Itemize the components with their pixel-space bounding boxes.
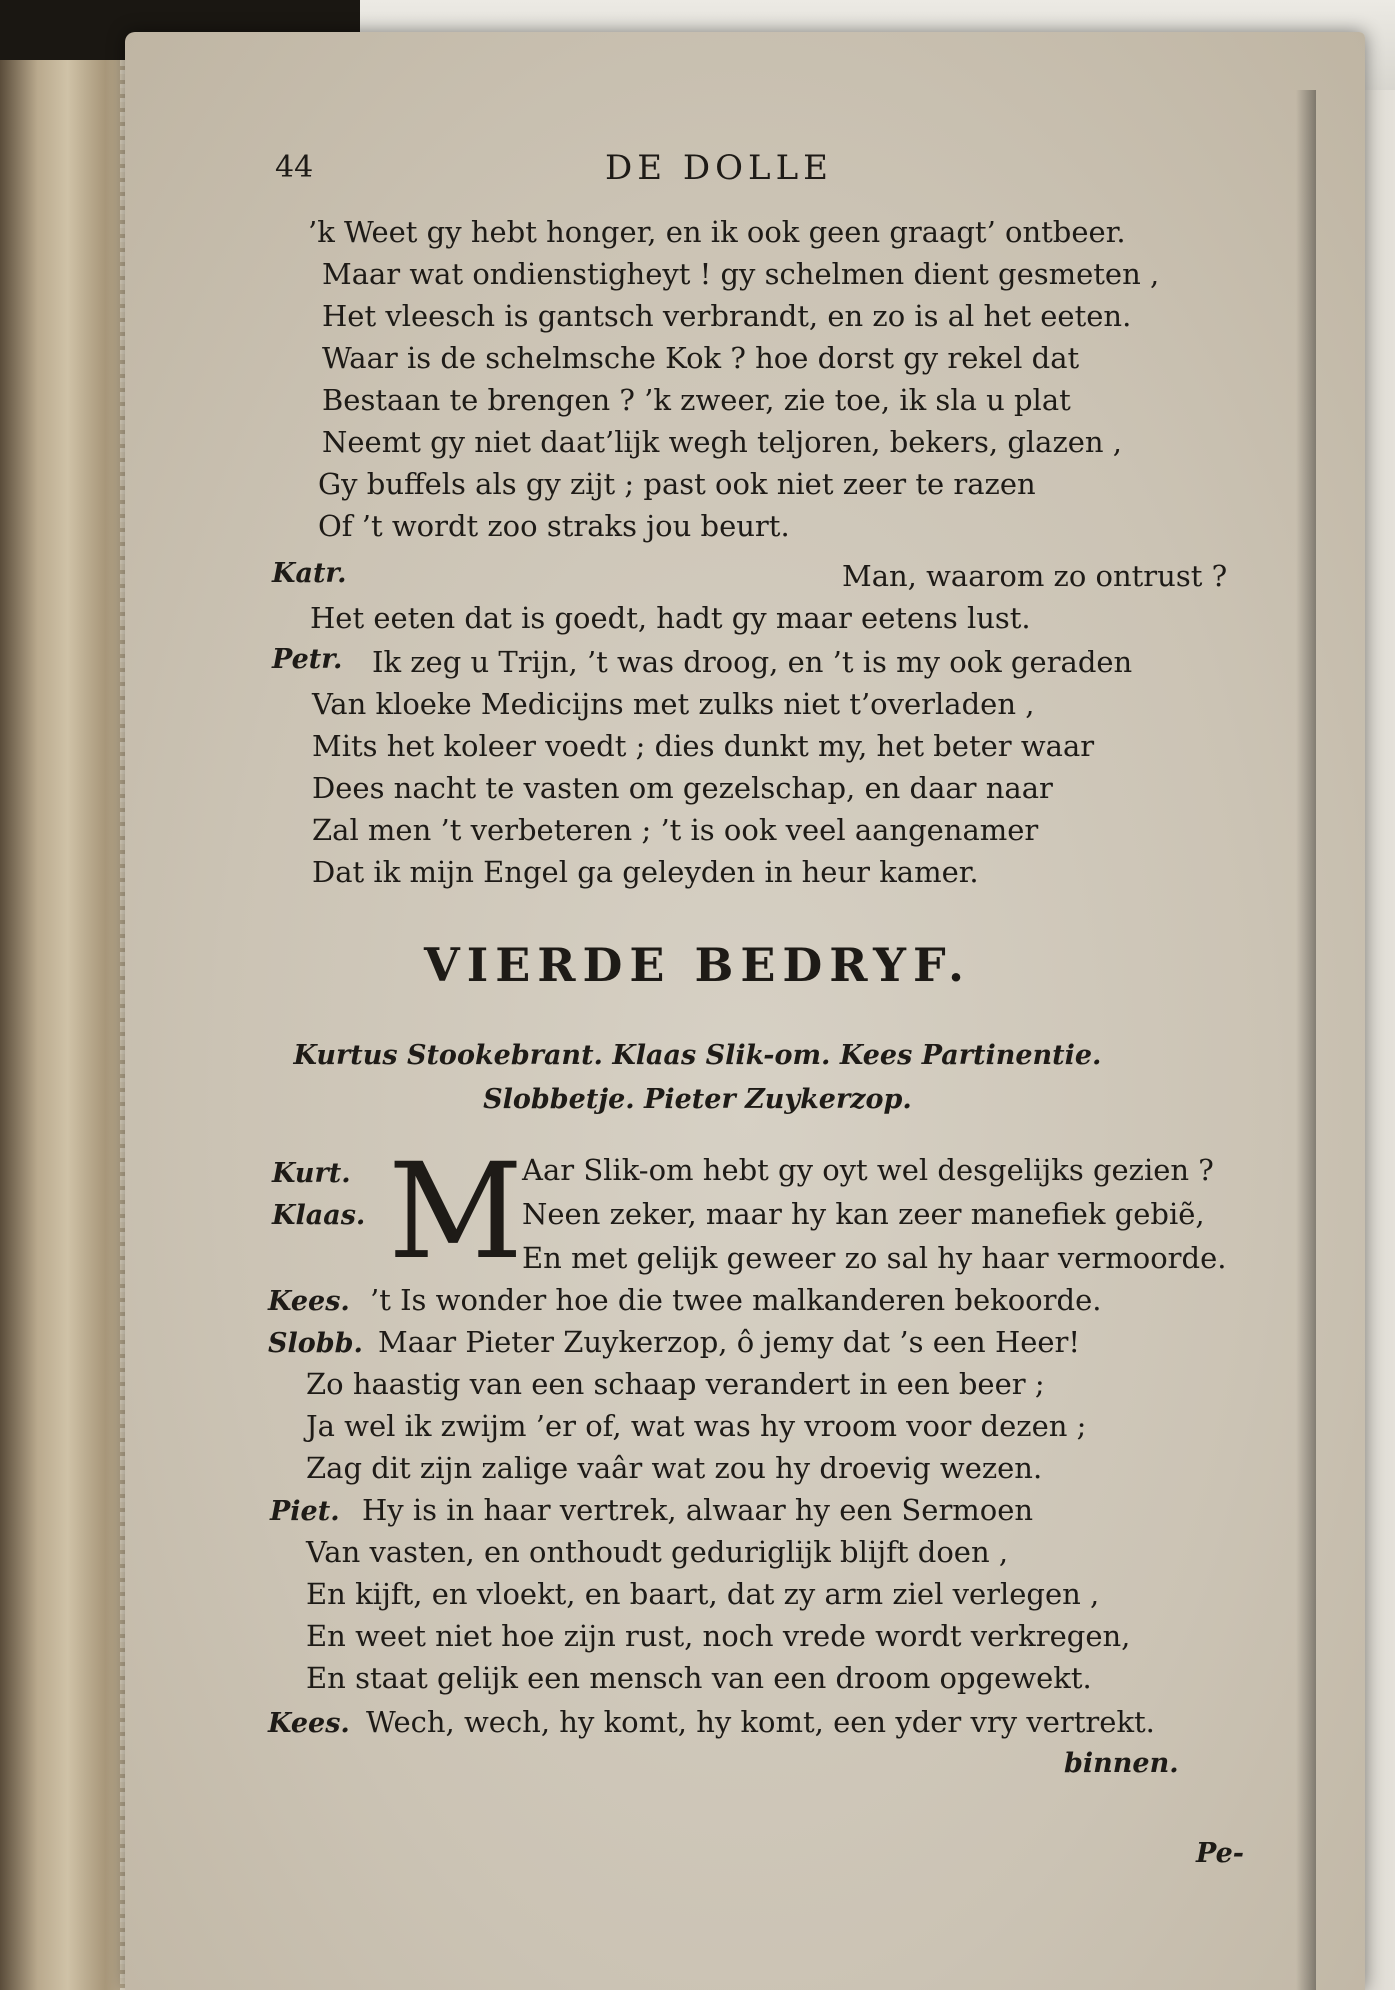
act-heading: VIERDE BEDRYF.: [424, 938, 971, 992]
verse-line: Zag dit zijn zalige vaâr wat zou hy droevig wezen.: [306, 1451, 1043, 1485]
verse-line: En met gelijk geweer zo sal hy haar vermoorde.: [522, 1241, 1227, 1275]
page-number: 44: [275, 150, 314, 185]
verse-line: Zo haastig van een schaap verandert in een beer ;: [306, 1367, 1045, 1401]
speaker-label: Kees.: [268, 1708, 350, 1739]
verse-line: Waar is de schelmsche Kok ? hoe dorst gy rekel dat: [322, 341, 1080, 375]
verse-line: Neen zeker, maar hy kan zeer manefiek gebiẽ,: [522, 1197, 1205, 1231]
verse-line: Bestaan te brengen ? ’k zweer, zie toe, ik sla u plat: [322, 383, 1071, 417]
verse-line: Gy buffels als gy zijt ; past ook niet zeer te razen: [318, 467, 1036, 501]
verse-line: Of ’t wordt zoo straks jou beurt.: [318, 509, 790, 543]
verse-line: Ik zeg u Trijn, ’t was droog, en ’t is my ook geraden: [372, 645, 1133, 679]
verse-line: ’k Weet gy hebt honger, en ik ook geen graagt’ ontbeer.: [308, 215, 1126, 249]
verse-line: Dat ik mijn Engel ga geleyden in heur kamer.: [312, 855, 979, 889]
verse-line: Aar Slik-om hebt gy oyt wel desgelijks gezien ?: [522, 1153, 1214, 1187]
cast-list-line: Slobbetje. Pieter Zuykerzop.: [483, 1084, 912, 1115]
catchword: Pe-: [1196, 1838, 1244, 1869]
verse-line: Maar wat ondienstigheyt ! gy schelmen dient gesmeten ,: [322, 257, 1160, 291]
verse-line: Wech, wech, hy komt, hy komt, een yder vry vertrekt.: [366, 1705, 1155, 1739]
verse-line: Maar Pieter Zuykerzop, ô jemy dat ’s een Heer!: [378, 1325, 1081, 1359]
running-head: DE DOLLE: [605, 148, 833, 188]
speaker-label: Klaas.: [272, 1200, 366, 1231]
verse-line: ’t Is wonder hoe die twee malkanderen bekoorde.: [370, 1283, 1102, 1317]
speaker-label: Katr.: [272, 558, 347, 589]
verse-line: Ja wel ik zwijm ’er of, wat was hy vroom voor dezen ;: [306, 1409, 1087, 1443]
verse-line: Mits het koleer voedt ; dies dunkt my, het beter waar: [312, 729, 1095, 763]
speaker-label: Kurt.: [272, 1158, 351, 1189]
verse-line: En staat gelijk een mensch van een droom opgewekt.: [306, 1661, 1092, 1695]
stage-direction: binnen.: [1064, 1748, 1179, 1779]
verse-line: Het vleesch is gantsch verbrandt, en zo is al het eeten.: [322, 299, 1132, 333]
verse-line: Man, waarom zo ontrust ?: [842, 559, 1228, 593]
verse-line: En weet niet hoe zijn rust, noch vrede wordt verkregen,: [306, 1619, 1131, 1653]
verse-line: Zal men ’t verbeteren ; ’t is ook veel aangenamer: [312, 813, 1039, 847]
speaker-label: Slobb.: [268, 1328, 363, 1359]
verse-line: En kijft, en vloekt, en baart, dat zy arm ziel verlegen ,: [306, 1577, 1100, 1611]
verse-line: Van vasten, en onthoudt geduriglijk blijft doen ,: [306, 1535, 1009, 1569]
speaker-label: Kees.: [268, 1286, 350, 1317]
verse-line: Het eeten dat is goedt, hadt gy maar eetens lust.: [310, 601, 1031, 635]
cast-list-line: Kurtus Stookebrant. Klaas Slik-om. Kees Partinentie.: [293, 1040, 1102, 1071]
speaker-label: Petr.: [272, 644, 343, 675]
verse-line: Van kloeke Medicijns met zulks niet t’overladen ,: [312, 687, 1035, 721]
verse-line: Dees nacht te vasten om gezelschap, en daar naar: [312, 771, 1053, 805]
verse-line: Neemt gy niet daat’lijk wegh teljoren, bekers, glazen ,: [322, 425, 1123, 459]
speaker-label: Piet.: [270, 1496, 340, 1527]
verse-line: Hy is in haar vertrek, alwaar hy een Sermoen: [362, 1493, 1034, 1527]
drop-cap: M: [388, 1135, 524, 1289]
